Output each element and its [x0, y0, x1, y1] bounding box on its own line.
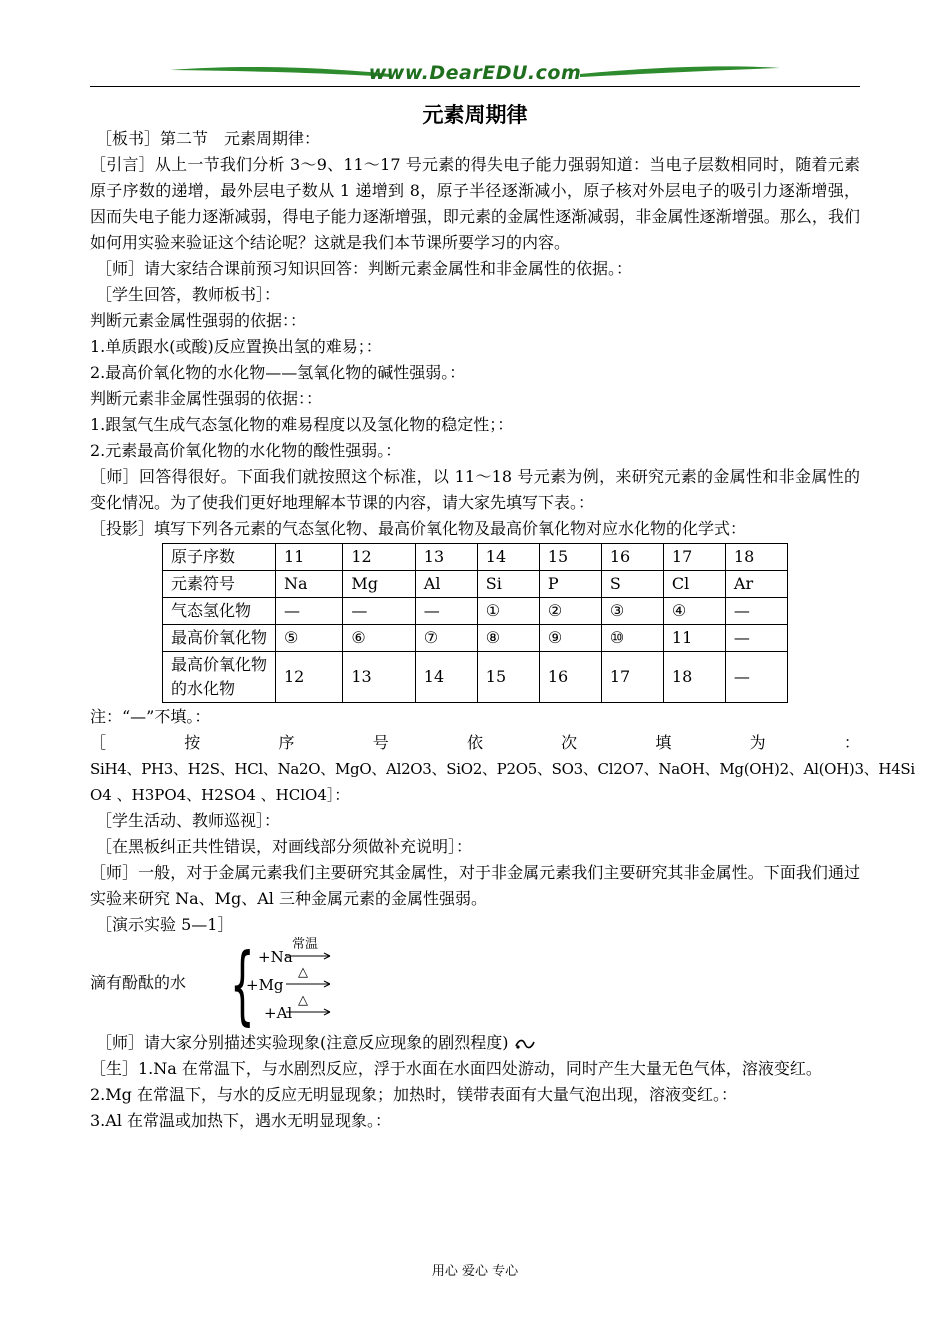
table-cell: Al — [415, 571, 477, 598]
paragraph-text: ［师］请大家分别描述实验现象(注意反应现象的剧烈程度) — [96, 1033, 509, 1052]
table-cell: 元素符号 — [163, 571, 276, 598]
table-cell: Na — [276, 571, 343, 598]
table-cell: ⑦ — [415, 625, 477, 652]
answer-word: 按 — [184, 733, 201, 752]
table-cell: 12 — [276, 652, 343, 703]
list-item: 2.最高价氧化物的水化物——氢氧化物的碱性强弱。： — [90, 363, 466, 382]
experiment-label: 滴有酚酞的水 — [90, 973, 187, 992]
paragraph: ［师］回答得很好。下面我们就按照这个标准，以 11～18 号元素为例，来研究元素的金属性和非金属性的变化情况。为了使我们更好地理解本节课的内容，请大家先填写下表。： — [90, 467, 860, 512]
element-table — [162, 543, 788, 703]
answer-word: 为 — [749, 733, 766, 752]
paragraph: ［师］请大家结合课前预习知识回答：判断元素金属性和非金属性的依据。： — [96, 259, 633, 278]
answer-formulas: O4 、H3PO4、H2SO4 、HClO4］： — [90, 786, 350, 804]
left-brace-icon: { — [230, 935, 255, 1035]
table-cell: 15 — [539, 544, 601, 571]
table-cell: 原子序数 — [163, 544, 276, 571]
table-cell: 17 — [663, 544, 725, 571]
reagent-na: +Na — [258, 948, 293, 966]
table-cell: 16 — [539, 652, 601, 703]
table-cell: ④ — [663, 598, 725, 625]
answer-word: 依 — [466, 733, 483, 752]
header-divider — [90, 86, 860, 87]
squiggle-mark-icon — [514, 1037, 536, 1051]
paragraph: ［在黑板纠正共性错误，对画线部分须做补充说明］： — [96, 837, 473, 856]
paragraph: 3.Al 在常温或加热下，遇水无明显现象。： — [90, 1111, 392, 1130]
site-header — [90, 60, 860, 92]
table-cell: Cl — [663, 571, 725, 598]
paragraph: ［学生活动、教师巡视］： — [96, 811, 281, 830]
table-cell: 13 — [415, 544, 477, 571]
table-cell: ⑤ — [276, 625, 343, 652]
paragraph — [90, 1030, 860, 1056]
table-cell: 18 — [663, 652, 725, 703]
table-cell: S — [601, 571, 663, 598]
paragraph: ［师］一般，对于金属元素我们主要研究其金属性，对于非金属元素我们主要研究其非金属性。下面我们通过实验来研究 Na、Mg、Al 三种金属元素的金属性强弱。 — [90, 863, 860, 908]
table-cell: ⑥ — [343, 625, 415, 652]
table-cell: ⑩ — [601, 625, 663, 652]
table-cell: 12 — [343, 544, 415, 571]
answer-word: 序 — [278, 733, 295, 752]
paragraph: ［演示实验 5—1］ — [96, 915, 234, 934]
answer-formulas: SiH4、PH3、H2S、HCl、Na2O、MgO、Al2O3、SiO2、P2O5、SO3、Cl2O7、NaOH、Mg(OH)2、Al(OH)3、H4Si — [90, 760, 915, 778]
table-cell: ② — [539, 598, 601, 625]
table-row — [163, 598, 788, 625]
experiment-diagram — [90, 935, 860, 1035]
table-cell: Ar — [725, 571, 787, 598]
paragraph: ［板书］第二节 元素周期律： — [96, 129, 321, 148]
table-cell: P — [539, 571, 601, 598]
page-title: 元素周期律 — [422, 103, 528, 127]
answer-word: 号 — [372, 733, 389, 752]
table-cell: — — [343, 598, 415, 625]
answer-word: ： — [843, 733, 860, 752]
table-cell: 14 — [477, 544, 539, 571]
condition-heat: △ — [298, 965, 308, 980]
paragraph: 判断元素非金属性强弱的依据：： — [90, 389, 323, 408]
reaction-arrows-icon — [286, 950, 336, 1020]
paragraph: 2.Mg 在常温下，与水的反应无明显现象；加热时，镁带表面有大量气泡出现，溶液变红。： — [90, 1085, 737, 1104]
reagent-al: +Al — [264, 1004, 293, 1022]
answer-word: ［ — [90, 733, 107, 752]
table-cell: 11 — [663, 625, 725, 652]
table-cell: — — [725, 625, 787, 652]
table-cell: ⑧ — [477, 625, 539, 652]
paragraph: 判断元素金属性强弱的依据：： — [90, 311, 307, 330]
paragraph: ［生］1.Na 在常温下，与水剧烈反应，浮于水面在水面四处游动，同时产生大量无色气体，溶液变红。 — [90, 1059, 822, 1078]
table-cell: 最高价氧化物的水化物 — [163, 652, 276, 703]
table-cell: ① — [477, 598, 539, 625]
table-cell: — — [725, 598, 787, 625]
list-item: 2.元素最高价氧化物的水化物的酸性强弱。： — [90, 441, 402, 460]
list-item: 1.跟氢气生成气态氢化物的难易程度以及氢化物的稳定性；： — [90, 415, 514, 434]
condition-heat: △ — [298, 993, 308, 1008]
answer-word: 填 — [655, 733, 672, 752]
table-cell: 15 — [477, 652, 539, 703]
answer-line — [90, 730, 860, 756]
table-cell: Si — [477, 571, 539, 598]
table-cell: — — [276, 598, 343, 625]
table-cell: 16 — [601, 544, 663, 571]
answer-word: 次 — [561, 733, 578, 752]
table-cell: 气态氢化物 — [163, 598, 276, 625]
table-cell: 18 — [725, 544, 787, 571]
table-cell: 14 — [415, 652, 477, 703]
table-cell: — — [415, 598, 477, 625]
table-row — [163, 544, 788, 571]
table-cell: Mg — [343, 571, 415, 598]
reagent-mg: +Mg — [246, 976, 284, 994]
table-row — [163, 571, 788, 598]
table-cell: — — [725, 652, 787, 703]
list-item: 1.单质跟水(或酸)反应置换出氢的难易；： — [90, 337, 382, 356]
site-url: www.DearEDU.com — [368, 62, 582, 84]
table-row — [163, 625, 788, 652]
table-cell: ③ — [601, 598, 663, 625]
table-cell: 17 — [601, 652, 663, 703]
table-note: 注：“—”不填。： — [90, 707, 211, 726]
document-body — [90, 126, 915, 1134]
table-cell: 最高价氧化物 — [163, 625, 276, 652]
table-cell: 11 — [276, 544, 343, 571]
paragraph: ［引言］从上一节我们分析 3～9、11～17 号元素的得失电子能力强弱知道：当电子层数相同时，随着元素原子序数的递增，最外层电子数从 1 递增到 8，原子半径逐渐减小，原子核对外层电子的吸引力逐渐增强，因而失电子能力逐渐减弱，得电子能力逐渐增强，即元素的金属性逐渐减弱，非金属性逐渐增强。那么，我们如何用实验来验证这个结论呢？这就是我们本节课所要学习的内容。 — [90, 155, 860, 252]
paragraph: ［学生回答，教师板书］： — [96, 285, 281, 304]
page-footer: 用心 爱心 专心 — [431, 1264, 519, 1279]
table-cell: ⑨ — [539, 625, 601, 652]
table-row — [163, 652, 788, 703]
paragraph: ［投影］填写下列各元素的气态氢化物、最高价氧化物及最高价氧化物对应水化物的化学式： — [90, 519, 747, 538]
condition-room-temp: 常温 — [292, 937, 319, 952]
table-cell: 13 — [343, 652, 415, 703]
